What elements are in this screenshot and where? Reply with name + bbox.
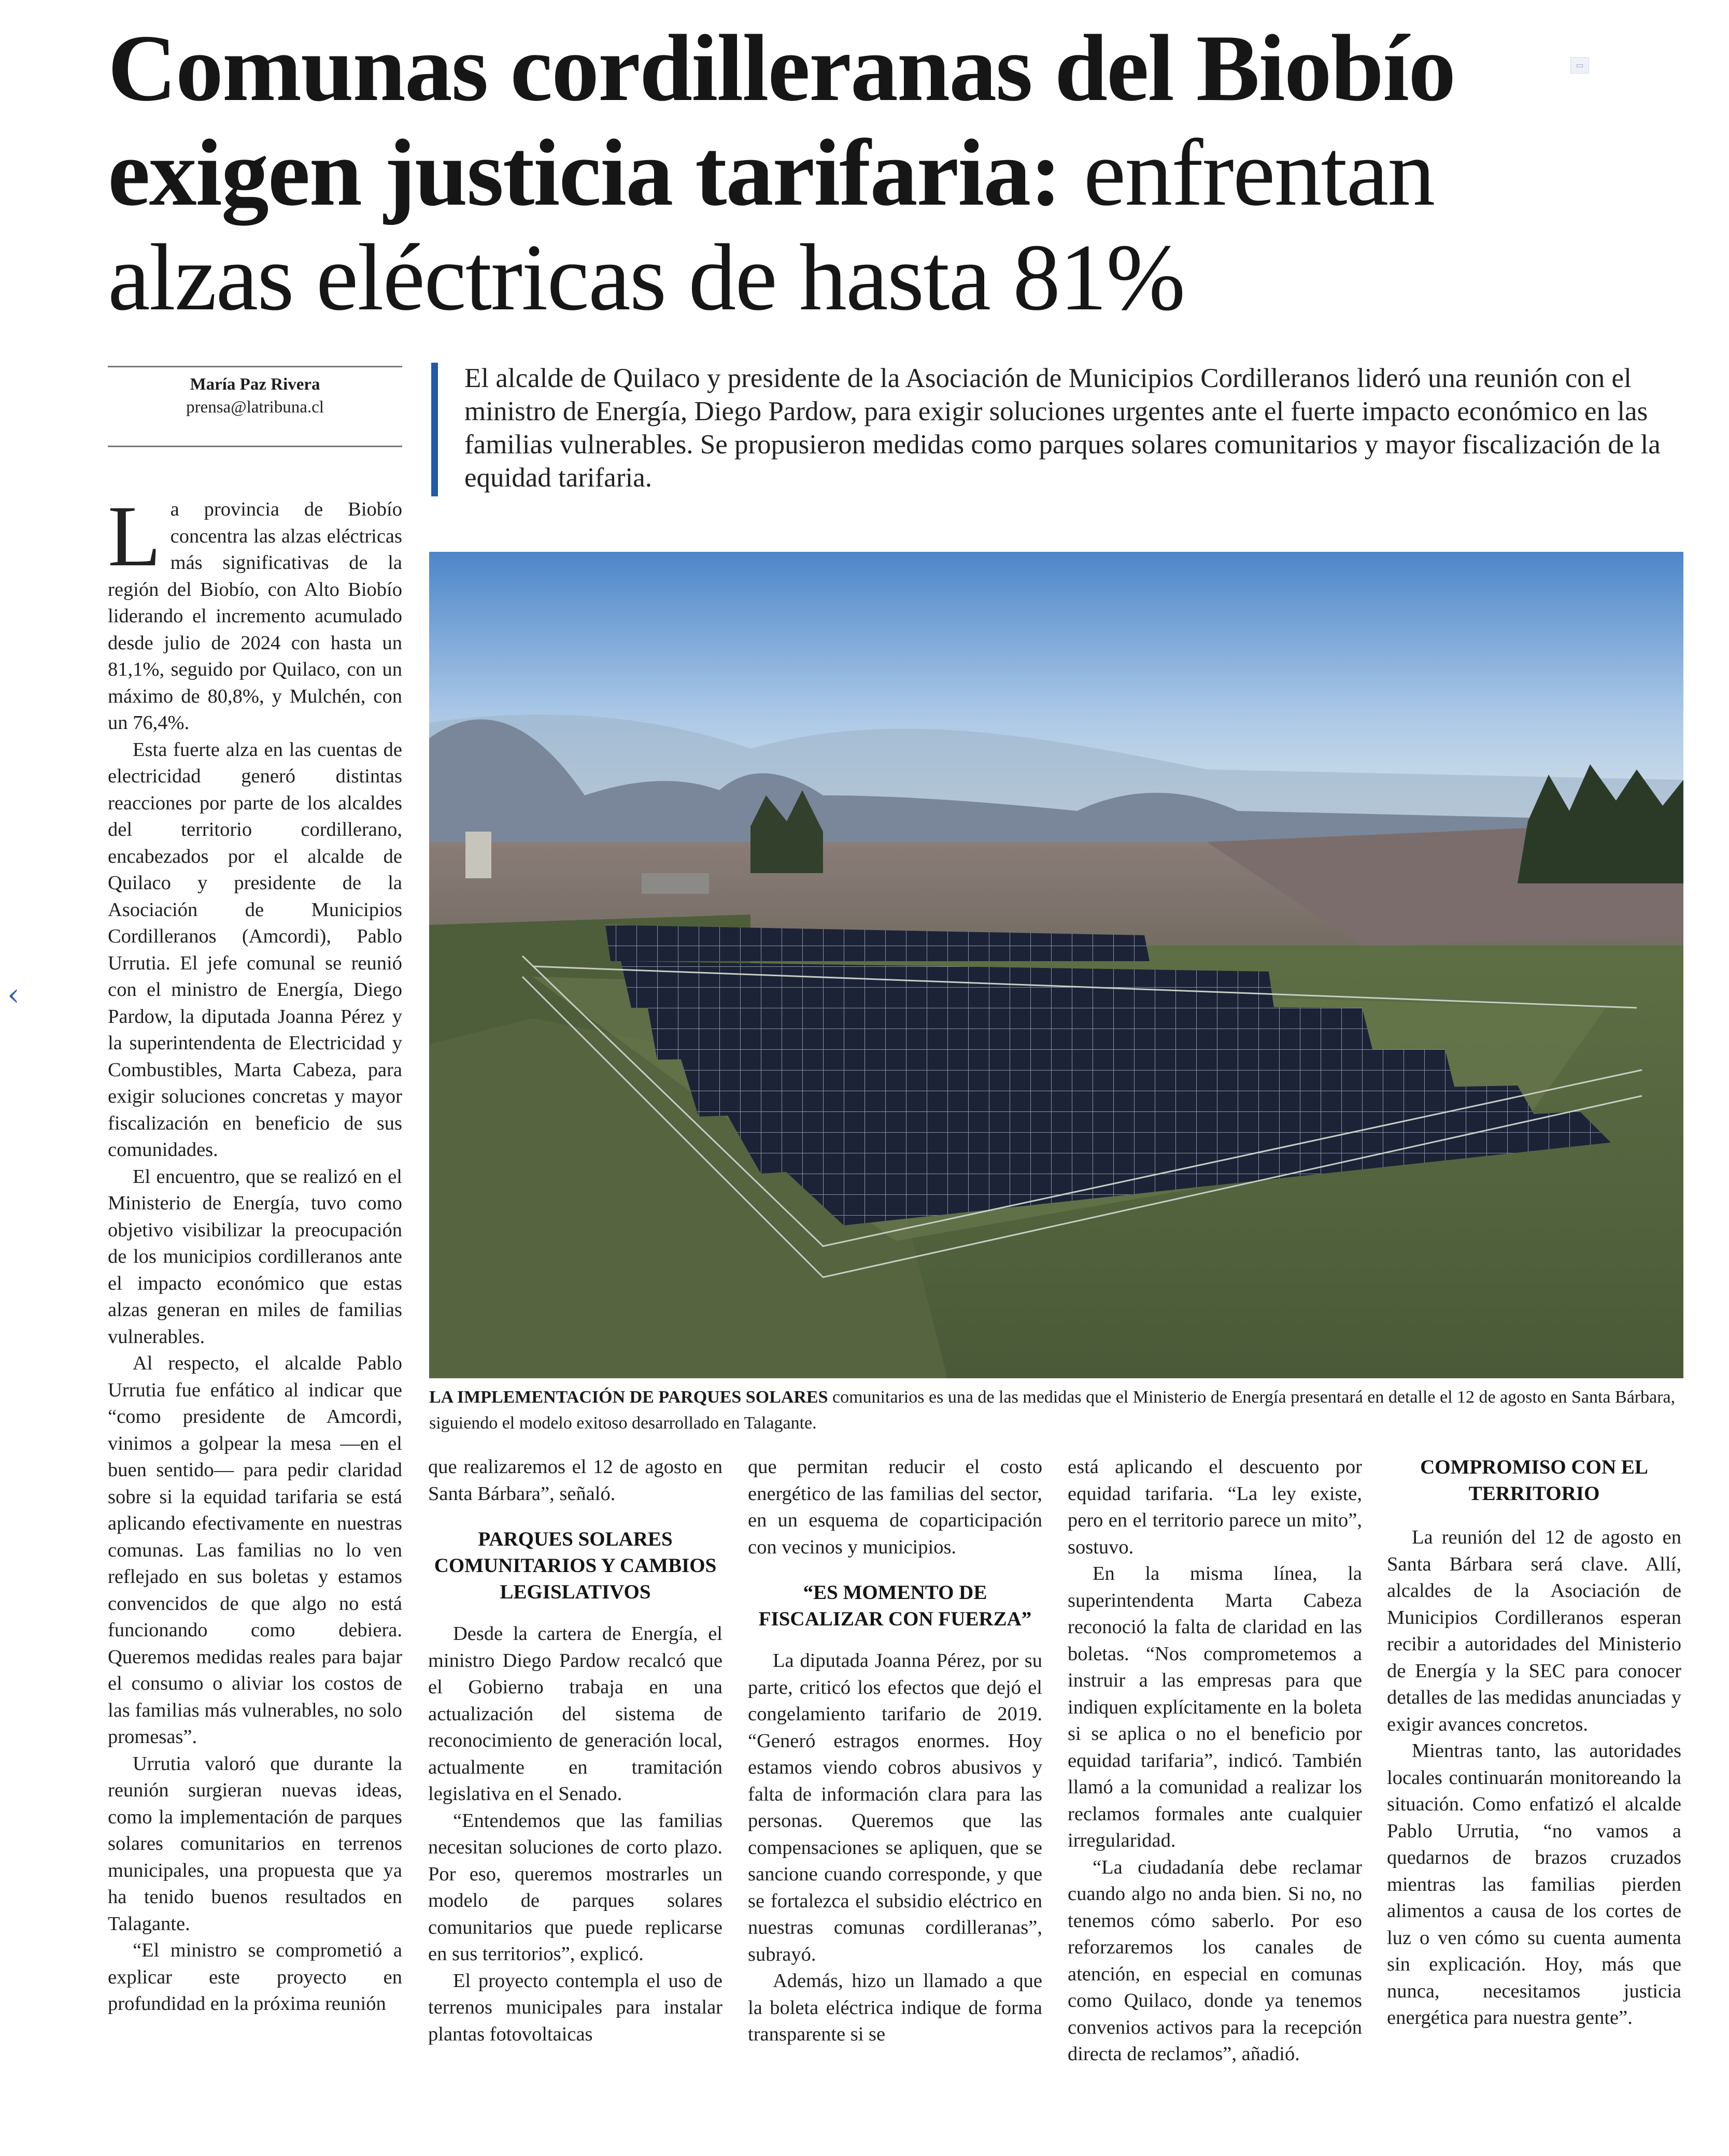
silo: [465, 832, 491, 878]
drop-cap: L: [108, 488, 161, 584]
paragraph: En la misma línea, la superintendenta Marta Cabeza reconoció la falta de claridad en las boletas. “Nos comprometemos a instruir a las empresas para que indiquen explícitamente en la boleta si se aplica o no el beneficio por equidad tarifaria”, indicó. También llamó a la comunidad a realizar los reclamos formales ante cualquier irregularidad.: [1068, 1563, 1362, 1851]
paragraph: Desde la cartera de Energía, el ministro Diego Pardow recalcó que el Gobierno trabaja en una actualización del sistema de reconocimiento de generación local, actualmente en tramitación legislativa en el Senado.: [428, 1623, 722, 1805]
paragraph: está aplicando el descuento por equidad tarifaria. “La ley existe, pero en el territorio parece un mito”, sostuvo.: [1068, 1456, 1362, 1558]
paragraph: El proyecto contempla el uso de terrenos municipales para instalar plantas fotovoltaicas: [428, 1969, 722, 2045]
photo-caption: [429, 1384, 1683, 1436]
paragraph: Mientras tanto, las autoridades locales continuarán monitoreando la situación. Como enfatizó el alcalde Pablo Urrutia, “no vamos a quedarnos de brazos cruzados mientras las familias pierden alimentos a causa de los cortes de luz o ven cómo su cuenta aumenta sin explicación. Hoy, más que nunca, necesitamos justicia energética para nuestra gente”.: [1387, 1740, 1681, 2029]
paragraph: que permitan reducir el costo energético de las familias del sector, en un esquema de coparticipación con vecinos y municipios.: [748, 1456, 1042, 1558]
article-column-5: [1387, 1454, 1681, 2032]
paragraph: La reunión del 12 de agosto en Santa Bárbara será clave. Allí, alcaldes de la Asociación de Municipios Cordilleranos esperan recibir a autoridades del Ministerio de Energía y la SEC para conocer detalles de las medidas anunciadas y exigir avances concretos.: [1387, 1526, 1681, 1735]
paragraph: El encuentro, que se realizó en el Ministerio de Energía, tuvo como objetivo visibilizar la preocupación de los municipios cordilleranos ante el impacto económico que estas alzas generan en miles de familias vulnerables.: [108, 1165, 402, 1348]
byline: [108, 373, 402, 419]
page-marker-icon: ▭: [1570, 57, 1589, 74]
paragraph: “La ciudadanía debe reclamar cuando algo no anda bien. Si no, no tenemos cómo saberlo. Por eso reforzaremos los canales de atención, en especial en comunas como Quilaco, donde ya tenemos convenios activos para la recepción directa de reclamos”, añadió.: [1068, 1856, 1362, 2065]
author-name: María Paz Rivera: [190, 375, 320, 394]
caption-text: comunitarios es una de las medidas que el Ministerio de Energía presentará en detalle el 12 de agosto en Santa Bárbara, siguiendo el modelo exitoso desarrollado en Talagante.: [429, 1388, 1676, 1433]
subhead-parques-solares: PARQUES SOLARES COMUNITARIOS Y CAMBIOS LEGISLATIVOS: [434, 1528, 717, 1603]
caption-lead: LA IMPLEMENTACIÓN DE PARQUES SOLARES: [429, 1388, 828, 1407]
chevron-left-icon[interactable]: ‹: [7, 977, 20, 1013]
article-column-4: [1068, 1454, 1362, 2068]
paragraph: Además, hizo un llamado a que la boleta eléctrica indique de forma transparente si se: [748, 1970, 1042, 2045]
article-column-3: [748, 1454, 1042, 2048]
paragraph: Al respecto, el alcalde Pablo Urrutia fue enfático al indicar que “como presidente de Amcordi, vinimos a golpear la mesa —en el buen sentido— para pedir claridad sobre si la equidad tarifaria se está aplicando efectivamente en nuestras comunas. Las familias no lo ven reflejado en sus boletas y estamos convencidos de que algo no está funcionando como debiera. Queremos medidas reales para bajar el consumo o aliviar los costos de las familias más vulnerables, no solo promesas”.: [108, 1352, 402, 1748]
byline-rule-bottom: [108, 446, 402, 447]
subhead-compromiso: COMPROMISO CON EL TERRITORIO: [1420, 1456, 1648, 1505]
paragraph: que realizaremos el 12 de agosto en Santa Bárbara”, señaló.: [428, 1456, 722, 1505]
article-column-1: [108, 488, 402, 2018]
paragraph: Esta fuerte alza en las cuentas de electricidad generó distintas reacciones por parte de los alcaldes del territorio cordillerano, encabezados por el alcalde de Quilaco y presidente de la Asociación de Municipios Cordilleranos (Amcordi), Pablo Urrutia. El jefe comunal se reunió con el ministro de Energía, Diego Pardow, la diputada Joanna Pérez y la superintendenta de Electricidad y Combustibles, Marta Cabeza, para exigir soluciones concretas y mayor fiscalización en beneficio de sus comunidades.: [108, 738, 402, 1161]
headline-regular: enfrentan alzas eléctricas de hasta 81%: [108, 120, 1435, 330]
paragraph: Urrutia valoró que durante la reunión surgieran nuevas ideas, como la implementación de parques solares comunitarios en terrenos municipales, una propuesta que ya ha tenido buenos resultados en Talagante.: [108, 1752, 402, 1935]
paragraph: “Entendemos que las familias necesitan soluciones de corto plazo. Por eso, queremos mostrarles un modelo de parques solares comunitarios que puede replicarse en sus territorios”, explicó.: [428, 1809, 722, 1965]
deck-summary: El alcalde de Quilaco y presidente de la Asociación de Municipios Cordilleranos lideró una reunión con el ministro de Energía, Diego Pardow, para exigir soluciones urgentes ante el fuerte impacto económico en las familias vulnerables. Se propusieron medidas como parques solares comunitarios y mayor fiscalización de la equidad tarifaria.: [464, 363, 1661, 493]
article-column-2: [428, 1454, 722, 2048]
subhead-fiscalizar: “ES MOMENTO DE FISCALIZAR CON FUERZA”: [758, 1581, 1032, 1630]
author-email: prensa@latribuna.cl: [186, 398, 324, 417]
headline: [108, 16, 1611, 330]
deck-accent-bar: [431, 363, 438, 496]
paragraph: a provincia de Biobío concentra las alzas eléctricas más significativas de la región del Biobío, con Alto Biobío liderando el incremento acumulado desde julio de 2024 con hasta un 81,1%, seguido por Quilaco, con un máximo de 80,8%, y Mulchén, con un 76,4%.: [108, 498, 402, 734]
paragraph: La diputada Joanna Pérez, por su parte, criticó los efectos que dejó el congelamiento tarifario de 2019. “Generó estragos enormes. Hoy estamos viendo cobros abusivos y falta de información clara para las personas. Queremos que las compensaciones se apliquen, que se sancione cuando corresponde, y que se fortalezca el subsidio eléctrico en nuestras comunas cordilleranas”, subrayó.: [748, 1650, 1042, 1965]
paragraph: “El ministro se comprometió a explicar este proyecto en profundidad en la próxima reunión: [108, 1939, 402, 2015]
byline-rule-top: [108, 366, 402, 367]
headline-bold: Comunas cordilleranas del Biobío exigen justicia tarifaria:: [108, 15, 1455, 225]
solar-park-photo: [429, 552, 1683, 1378]
